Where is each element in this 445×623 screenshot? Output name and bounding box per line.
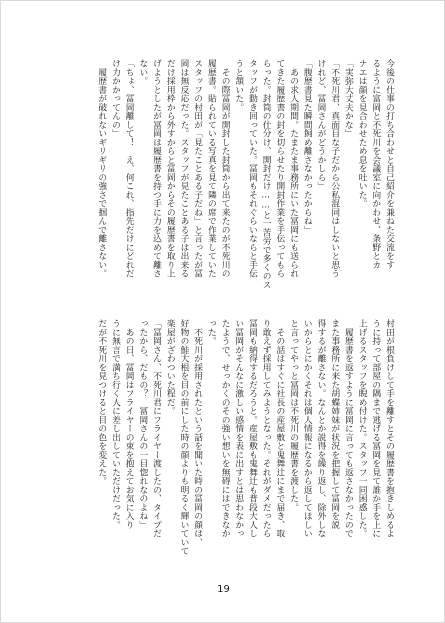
text-line: 好物の鮭大根を目の前にした時の顔よりも明るく輝いていて [178, 319, 189, 556]
text-line: たようで、せっかくのその強い想いを無碍にはできなか [219, 319, 230, 538]
text-line: 「不死川君、真面目な子だから公私混同はしないと思う [329, 59, 340, 278]
text-line: るように富岡と不死川を会議室に向かわせ、条野とカ [370, 59, 381, 269]
text-line: 履歴書が破れないギリギリの強さで掴んで離さない。 [96, 59, 107, 278]
text-line: だが不死川を見つけると目の色を変えた。 [96, 319, 107, 486]
text-line: 「実弥大丈夫かな」 [342, 59, 353, 138]
text-line: うと頷いた。 [233, 59, 244, 112]
text-line: ナエは顔を見合わせため息を吐いた。 [356, 59, 367, 208]
text-line: 「ちょ、冨岡離して！ え、何これ、指先だけにどれだ [123, 59, 134, 278]
text-line: 今後の仕事の打ち合わせと自己紹介を兼ねた交流をす [384, 59, 394, 269]
text-line: スタッフの村田が「見たことある子だね」と言ったが冨 [192, 59, 203, 278]
text-line: 冨岡も納得するだろうと。産屋敷も鬼舞辻も普段大人し [246, 319, 257, 538]
text-line: その際冨岡が開封した封筒から出て来たのが不死川の [219, 59, 230, 278]
upper-text-block [55, 59, 395, 311]
text-line: 村田が根負けして手を離すとその履歴書を抱きしめるよ [384, 319, 394, 538]
text-line: うに持って部屋の隅まで逃げる冨岡を見て誰か手を上に [370, 319, 381, 538]
text-line: 不死川が採用されたという話を聞いた時の冨岡の顔は、 [192, 319, 203, 547]
text-line: い冨岡がそんなに激しい感情を表に出すとは思わなかっ [233, 319, 244, 538]
text-line: 上げるスタッフを睨め付けた。スタッフ一同困惑した。 [356, 319, 367, 538]
text-line: げようとしたが冨岡は履歴書を持つ手に力を込めて離さ [151, 59, 162, 278]
text-line: また事務所に来た胡蝶姉妹が状況を把握して冨岡を説 [329, 319, 340, 529]
lower-text-block [55, 319, 395, 571]
text-line: ない。 [137, 59, 148, 86]
text-line: らった。封筒の仕分け、開封だけ……と一苦労で多くのス [260, 59, 271, 289]
text-line: ったから、だもの？ 冨岡さんの一目惚れなのよね」 [137, 319, 148, 529]
text-line: 得するが離さない。なんとか説得を繰り返し、除外しな [315, 319, 326, 538]
text-line: 履歴書。貼られている写真を見て隣の席で作業していた [205, 59, 216, 278]
text-line: 岡は無反応だった。スタッフが見たことある子は出来る [178, 59, 189, 278]
text-line: あの求人期間。たまたま事務所にいた冨岡にも送られ [288, 59, 299, 278]
text-line: あの日、冨岡はフライヤーの束を抱えてお気に入り [123, 319, 134, 529]
page-number: 19 [217, 584, 230, 595]
text-line: と言ってやっと冨岡は不死川の履歴書を渡した。 [288, 319, 299, 512]
text-line: その話はすぐに社長の産屋敷と鬼舞辻にまで届き、取 [274, 319, 285, 538]
text-line: 「腹歴書見た瞬間飼め離さなかったからね」 [301, 59, 312, 234]
text-line: だけ採用枠から外すからと冨岡からその履歴書を取り上 [164, 59, 175, 278]
text-line: 楽屋がざわついた程だ。 [164, 319, 175, 416]
text-line: った。 [205, 319, 216, 346]
text-line: り敢えず採用してみようとなった。それがダメだったら [260, 319, 271, 538]
text-line: タッフが動き回っていた。冨岡もそれぐらいならと手伝 [246, 59, 257, 278]
text-line: け力かかってんの」 [109, 59, 120, 138]
text-line: てきた履歴書の封を切らせたり開封作業を手伝ってもら [274, 59, 285, 278]
text-line: けれど、冨岡さんがどうかしら」 [315, 59, 326, 191]
text-line: いからとにかくそれは個人情報になるから返してほしい [301, 319, 312, 538]
text-line: うに無言で満ち行く人に差し出していただけだった。 [109, 319, 120, 529]
text-line: 履歴書を返すように冨岡に言っても返さなかったので [342, 319, 353, 538]
text-line: 「冨岡さん、不死川君にフライヤー渡したの、タイプだ [151, 319, 162, 538]
